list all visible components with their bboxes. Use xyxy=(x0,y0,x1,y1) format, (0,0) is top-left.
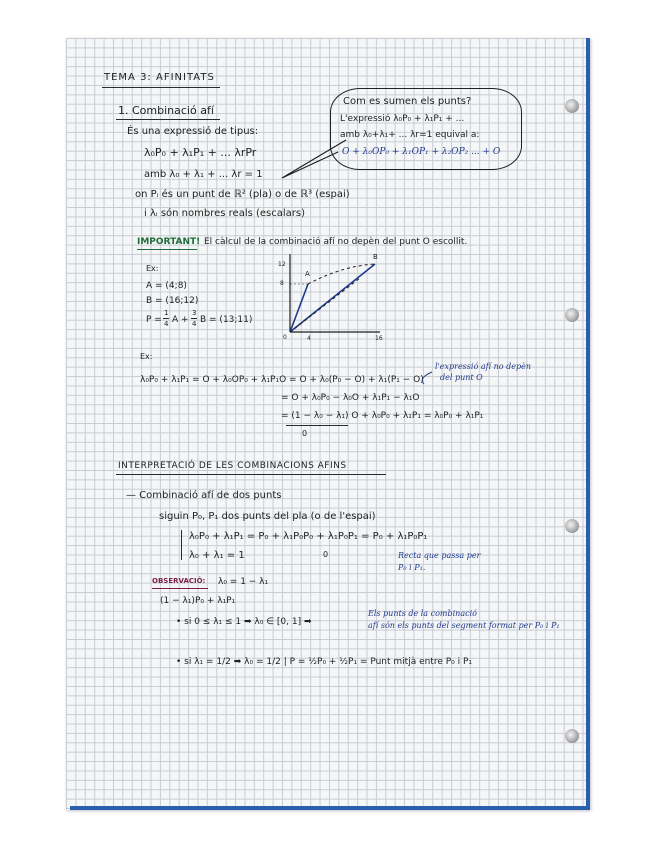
section2-underline xyxy=(116,474,386,475)
important-label: IMPORTANT! xyxy=(137,237,201,247)
graph-origin: 0 xyxy=(283,334,287,341)
derivation-line2: = O + λ₀P₀ − λ₀O + λ₁P₁ − λ₁O xyxy=(281,393,420,403)
graph-y-tick-8: 8 xyxy=(280,280,284,287)
frac-mid: A + xyxy=(172,315,189,325)
bubble-line1: L'expressió λ₀P₀ + λ₁P₁ + ... xyxy=(340,114,465,124)
derivation-note-line1: l'expressió afí no depèn xyxy=(435,362,532,371)
important-text: El càlcul de la combinació afí no depèn del punt O escollit. xyxy=(204,237,468,247)
bubble-line2: amb λ₀+λ₁+ ... λr=1 equival a: xyxy=(340,130,480,140)
observacio-text: λ₀ = 1 − λ₁ xyxy=(218,577,269,587)
page-title: TEMA 3: AFINITATS xyxy=(104,72,215,83)
point-p-label: P = xyxy=(146,315,162,325)
section2-heading: INTERPRETACIÓ DE LES COMBINACIONS AFINS xyxy=(118,461,347,471)
points-note: on Pᵢ és un punt de ℝ² (pla) o de ℝ³ (espai) xyxy=(135,189,350,200)
observacio-underline xyxy=(152,588,208,589)
system-zero: 0 xyxy=(323,550,329,559)
point-a-coords: A = (4;8) xyxy=(146,281,187,291)
bullet1: • si 0 ≤ λ₁ ≤ 1 ➡ λ₀ ∈ [0, 1] ➡ xyxy=(176,617,312,627)
point-b-coords: B = (16;12) xyxy=(146,296,199,306)
point-p-result: B = (13;11) xyxy=(200,315,253,325)
frac2-numerator: 3 xyxy=(192,309,197,317)
bubble-line3: O + λ₀OP₀ + λ₁OP₁ + λ₂OP₂ ... + O xyxy=(342,147,501,157)
frac2-denominator: 4 xyxy=(192,320,197,328)
recta-note-line1: Recta que passa per xyxy=(398,551,481,560)
bullet2: • si λ₁ = 1/2 ➡ λ₀ = 1/2 | P = ½P₀ + ½P₁ = Punt mitjà entre P₀ i P₁ xyxy=(176,657,473,667)
example1-label: Ex: xyxy=(146,264,159,273)
graph-x-tick-16: 16 xyxy=(375,335,383,342)
definition-intro: És una expressió de tipus: xyxy=(127,126,259,137)
frac1-numerator: 1 xyxy=(164,309,169,317)
two-points-subheading: — Combinació afí de dos punts xyxy=(126,490,282,501)
graph-x-tick-4: 4 xyxy=(307,335,311,342)
scalars-note: i λᵢ són nombres reals (escalars) xyxy=(144,208,306,219)
observacio-line2: (1 − λ₁)P₀ + λ₁P₁ xyxy=(160,596,236,606)
siguin-line: siguin P₀, P₁ dos punts del pla (o de l'espai) xyxy=(159,511,376,522)
system-brace xyxy=(181,530,182,560)
frac1-denominator: 4 xyxy=(164,320,169,328)
system-line1: λ₀P₀ + λ₁P₁ = P₀ + λ₁P₀P₀ + λ₁P₀P₁ = P₀ + λ₁P₀P₁ xyxy=(189,531,428,542)
graph-label-a: A xyxy=(305,270,310,278)
section1-heading: 1. Combinació afí xyxy=(118,104,214,117)
bullet1-note-line1: Els punts de la combinació xyxy=(368,609,477,618)
derivation-line3: = (1 − λ₀ − λ₁) O + λ₀P₀ + λ₁P₁ = λ₀P₀ + λ₁P₁ xyxy=(281,411,484,421)
system-line2: λ₀ + λ₁ = 1 xyxy=(189,550,245,561)
example2-label: Ex: xyxy=(140,352,153,361)
graph-label-b: B xyxy=(373,253,378,261)
lambda-sum-condition: amb λ₀ + λ₁ + ... λr = 1 xyxy=(144,169,263,180)
observacio-label: OBSERVACIÓ: xyxy=(152,577,206,585)
combination-expression: λ₀P₀ + λ₁P₁ + ... λrPr xyxy=(144,146,257,159)
derivation-zero: 0 xyxy=(302,429,308,438)
recta-note-line2: P₀ i P₁. xyxy=(398,563,426,572)
derivation-note-line2: del punt O xyxy=(440,373,483,382)
graph-y-tick-12: 12 xyxy=(278,261,286,268)
bullet1-note-line2: afí són els punts del segment format per P₀ i P₁ xyxy=(368,621,560,630)
bubble-question: Com es sumen els punts? xyxy=(343,96,472,107)
derivation-line1: λ₀P₀ + λ₁P₁ = O + λ₀OP₀ + λ₁P₁O = O + λ₀(P₀ − O) + λ₁(P₁ − O) xyxy=(140,375,424,385)
